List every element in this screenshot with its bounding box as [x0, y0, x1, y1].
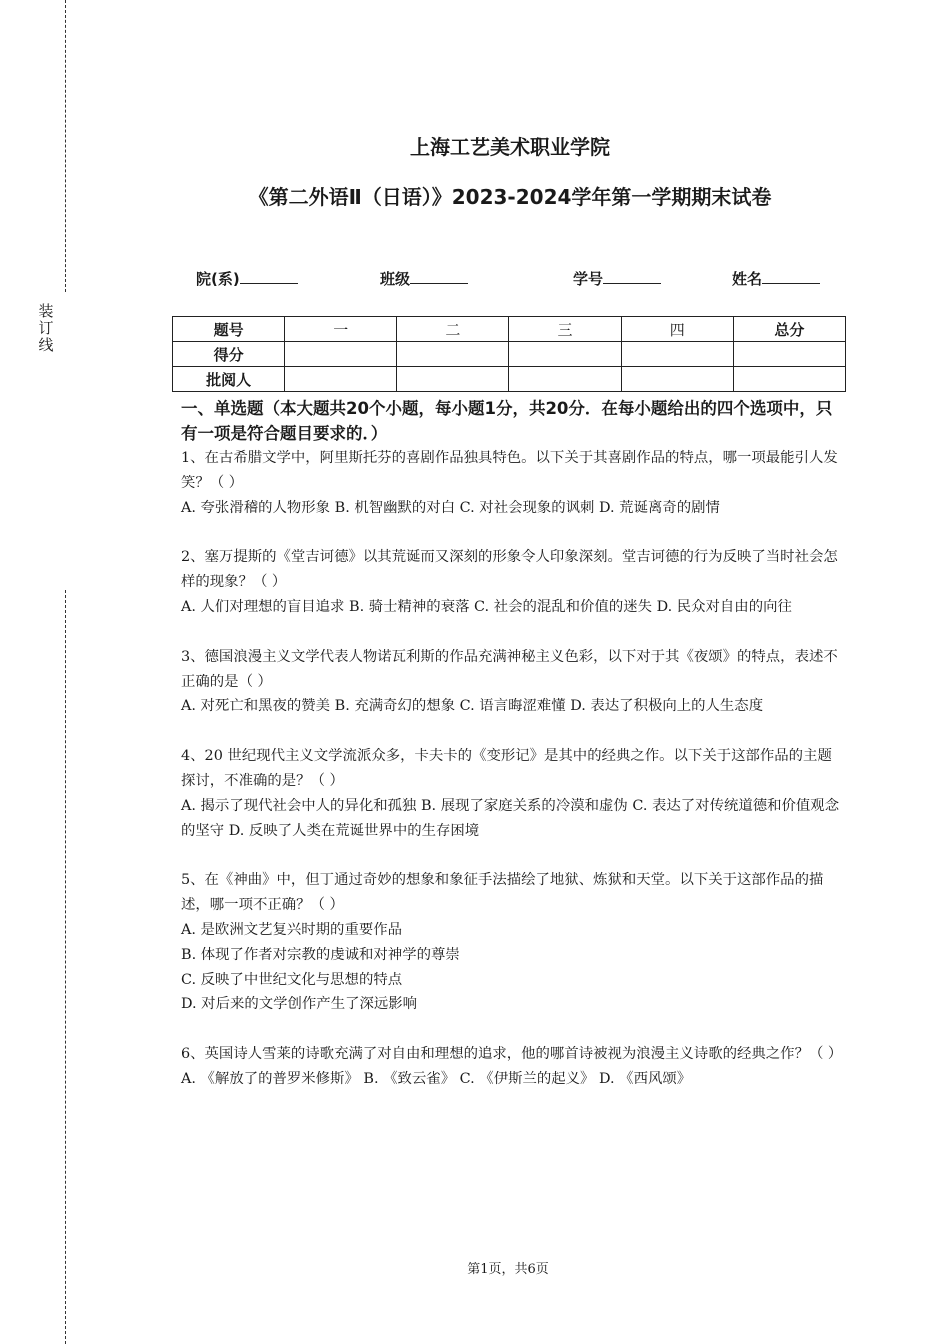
grader-cell[interactable]: [621, 367, 733, 392]
grader-cell[interactable]: [509, 367, 621, 392]
score-table-header-cell: 三: [509, 317, 621, 342]
student-id-blank[interactable]: [603, 269, 661, 284]
grader-row: [173, 367, 846, 392]
question-options: A. 对死亡和黑夜的赞美 B. 充满奇幻的想象 C. 语言晦涩难懂 D. 表达了积极向上的人生态度: [181, 698, 764, 715]
binding-char: 线: [38, 336, 54, 354]
department-blank[interactable]: [240, 269, 298, 284]
question-option-c: C. 反映了中世纪文化与思想的特点: [181, 971, 403, 988]
score-table-header-cell: 一: [285, 317, 397, 342]
binding-char: 订: [38, 319, 54, 337]
grader-row-label: 批阅人: [173, 367, 285, 392]
name-blank[interactable]: [762, 269, 820, 284]
question-options: A. 《解放了的普罗米修斯》 B. 《致云雀》 C. 《伊斯兰的起义》 D. 《西风颂》: [181, 1070, 692, 1087]
score-table-header-cell: 题号: [173, 317, 285, 342]
question-5: [181, 868, 841, 1017]
department-label: 院(系): [196, 270, 240, 288]
question-4: [181, 744, 841, 843]
question-option-b: B. 体现了作者对宗教的虔诚和对神学的尊崇: [181, 946, 460, 963]
score-row: [173, 342, 846, 367]
question-option-d: D. 对后来的文学创作产生了深远影响: [181, 996, 418, 1013]
score-cell[interactable]: [621, 342, 733, 367]
score-table: [172, 316, 846, 392]
question-option-a: A. 是欧洲文艺复兴时期的重要作品: [181, 921, 403, 938]
section-1: [181, 396, 841, 1092]
score-cell[interactable]: [509, 342, 621, 367]
question-options: A. 人们对理想的盲目追求 B. 骑士精神的衰落 C. 社会的混乱和价值的迷失 D. 民众对自由的向往: [181, 598, 792, 615]
score-cell[interactable]: [397, 342, 509, 367]
question-stem: 6、英国诗人雪莱的诗歌充满了对自由和理想的追求，他的哪首诗被视为浪漫主义诗歌的经典之作？（ ）: [181, 1046, 843, 1063]
class-label: 班级: [380, 270, 411, 288]
class-field: [380, 268, 468, 289]
grader-cell[interactable]: [397, 367, 509, 392]
binding-label: [36, 303, 56, 354]
name-label: 姓名: [732, 270, 763, 288]
question-options: A. 揭示了现代社会中人的异化和孤独 B. 展现了家庭关系的冷漠和虚伪 C. 表达了对传统道德和价值观念的坚守 D. 反映了人类在荒诞世界中的生存困境: [181, 797, 840, 839]
score-table-header-row: [173, 317, 846, 342]
score-table-header-cell: 四: [621, 317, 733, 342]
question-options: A. 夸张滑稽的人物形象 B. 机智幽默的对白 C. 对社会现象的讽刺 D. 荒诞离奇的剧情: [181, 499, 720, 516]
grader-cell[interactable]: [733, 367, 845, 392]
question-6: [181, 1042, 841, 1092]
page-number: 第1页，共6页: [467, 1262, 549, 1277]
score-table-header-cell: 二: [397, 317, 509, 342]
question-stem: 1、在古希腊文学中，阿里斯托芬的喜剧作品独具特色。以下关于其喜剧作品的特点，哪一项最能引人发笑？（ ）: [181, 450, 838, 491]
score-cell[interactable]: [285, 342, 397, 367]
name-field: [732, 268, 820, 289]
department-field: [196, 268, 298, 289]
class-blank[interactable]: [410, 269, 468, 284]
section-1-heading: 一、单选题（本大题共20个小题，每小题1分，共20分．在每小题给出的四个选项中，只有一项是符合题目要求的．）: [181, 399, 833, 443]
exam-title: 《第二外语Ⅱ（日语）》2023-2024学年第一学期期末试卷: [248, 185, 772, 209]
question-stem: 4、20 世纪现代主义文学流派众多，卡夫卡的《变形记》是其中的经典之作。以下关于这部作品的主题探讨，不准确的是？（ ）: [181, 748, 832, 789]
question-3: [181, 645, 841, 719]
binding-dashed-line-bottom: [65, 590, 66, 1344]
question-1: [181, 446, 841, 520]
score-cell[interactable]: [733, 342, 845, 367]
binding-char: 装: [38, 302, 54, 320]
grader-cell[interactable]: [285, 367, 397, 392]
question-stem: 5、在《神曲》中，但丁通过奇妙的想象和象征手法描绘了地狱、炼狱和天堂。以下关于这部作品的描述，哪一项不正确？（ ）: [181, 872, 824, 914]
question-stem: 2、塞万提斯的《堂吉诃德》以其荒诞而又深刻的形象令人印象深刻。堂吉诃德的行为反映了当时社会怎样的现象？（ ）: [181, 549, 838, 591]
score-row-label: 得分: [173, 342, 285, 367]
question-stem: 3、德国浪漫主义文学代表人物诺瓦利斯的作品充满神秘主义色彩，以下对于其《夜颂》的特点，表述不正确的是（ ）: [181, 648, 838, 690]
school-name: 上海工艺美术职业学院: [410, 135, 610, 159]
question-2: [181, 545, 841, 619]
student-id-label: 学号: [573, 270, 604, 288]
score-table-header-cell: 总分: [733, 317, 845, 342]
student-id-field: [573, 268, 661, 289]
